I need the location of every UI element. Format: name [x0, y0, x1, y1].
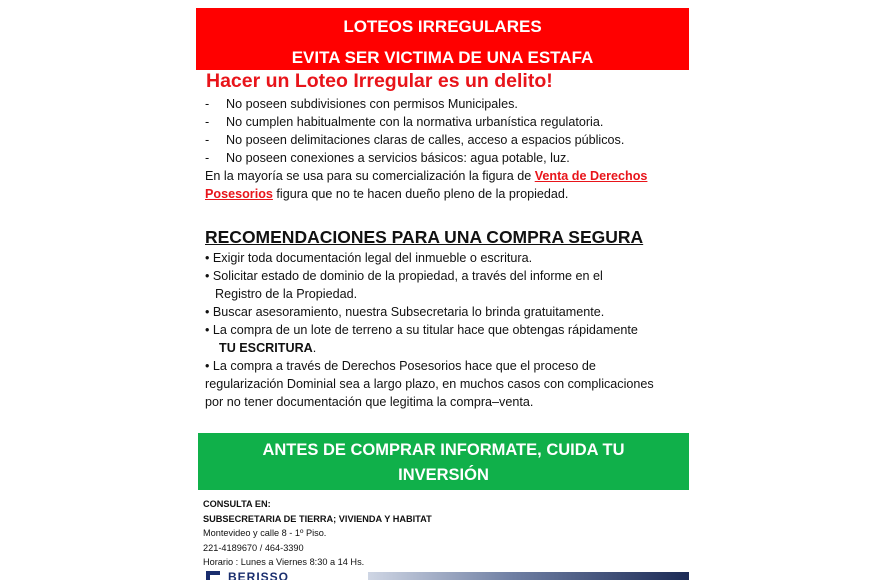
footer-image-strip — [368, 572, 689, 580]
rec-line-escritura — [205, 339, 685, 357]
posesorios-link[interactable]: Posesorios — [205, 187, 273, 201]
contact-heading: CONSULTA EN: — [203, 499, 271, 509]
rec-line: • La compra a través de Derechos Posesorios hace que el proceso de — [205, 359, 596, 373]
rec-line: regularización Dominial sea a largo plazo, en muchos casos con complicaciones — [205, 377, 654, 391]
list-item-text: No poseen conexiones a servicios básicos: agua potable, luz. — [226, 151, 570, 165]
cta-line-1: ANTES DE COMPRAR INFORMATE, CUIDA TU — [262, 441, 625, 459]
list-item — [205, 113, 685, 131]
rec-line: por no tener documentación que legitima la compra–venta. — [205, 395, 534, 409]
list-item — [205, 149, 685, 167]
rec-line: • Solicitar estado de dominio de la propiedad, a través del informe en el — [205, 269, 603, 283]
warning-title: Hacer un Loteo Irregular es un delito! — [206, 70, 553, 92]
berisso-logo-text: BERISSO — [228, 571, 290, 580]
berisso-logo-icon — [206, 571, 220, 580]
contact-office: SUBSECRETARIA DE TIERRA; VIVIENDA Y HABITAT — [203, 513, 432, 524]
list-item-text: No poseen delimitaciones claras de calles, acceso a espacios públicos. — [226, 133, 625, 147]
rec-line: • Exigir toda documentación legal del inmueble o escritura. — [205, 251, 533, 265]
list-item-text: No poseen subdivisiones con permisos Municipales. — [226, 97, 518, 111]
bullet-dash: - — [205, 97, 210, 111]
warning-list — [205, 95, 685, 167]
cta-banner — [198, 433, 689, 490]
cta-line-2: INVERSIÓN — [398, 466, 489, 484]
contact-phone: 221-4189670 / 464-3390 — [203, 542, 304, 553]
escritura-text: TU ESCRITURA — [219, 341, 313, 355]
header-subtitle: EVITA SER VICTIMA DE UNA ESTAFA — [291, 48, 594, 67]
recommendations-list — [205, 249, 685, 411]
bullet-dash: - — [205, 133, 210, 147]
rec-line: • La compra de un lote de terreno a su titular hace que obtengas rápidamente — [205, 323, 638, 337]
contact-block — [203, 497, 432, 570]
bullet-dash: - — [205, 151, 210, 165]
paragraph-text: En la mayoría se usa para su comercialización la figura de — [205, 169, 535, 183]
paragraph-text-end: figura que no te hacen dueño pleno de la propiedad. — [272, 187, 569, 201]
rec-line: • Buscar asesoramiento, nuestra Subsecretaria lo brinda gratuitamente. — [205, 305, 605, 319]
header-banner — [196, 8, 689, 70]
list-item — [205, 131, 685, 149]
rec-line: Registro de la Propiedad. — [215, 287, 358, 301]
contact-address: Montevideo y calle 8 - 1º Piso. — [203, 528, 327, 538]
recommendations-title: RECOMENDACIONES PARA UNA COMPRA SEGURA — [205, 227, 644, 247]
info-paragraph — [205, 167, 685, 203]
contact-hours: Horario : Lunes a Viernes 8:30 a 14 Hs. — [203, 557, 365, 567]
escritura-period: . — [312, 341, 317, 355]
derechos-link[interactable]: Venta de Derechos — [534, 169, 648, 183]
list-item-text: No cumplen habitualmente con la normativa urbanística regulatoria. — [226, 115, 604, 129]
list-item — [205, 95, 685, 113]
bullet-dash: - — [205, 115, 210, 129]
header-title: LOTEOS IRREGULARES — [343, 17, 542, 36]
